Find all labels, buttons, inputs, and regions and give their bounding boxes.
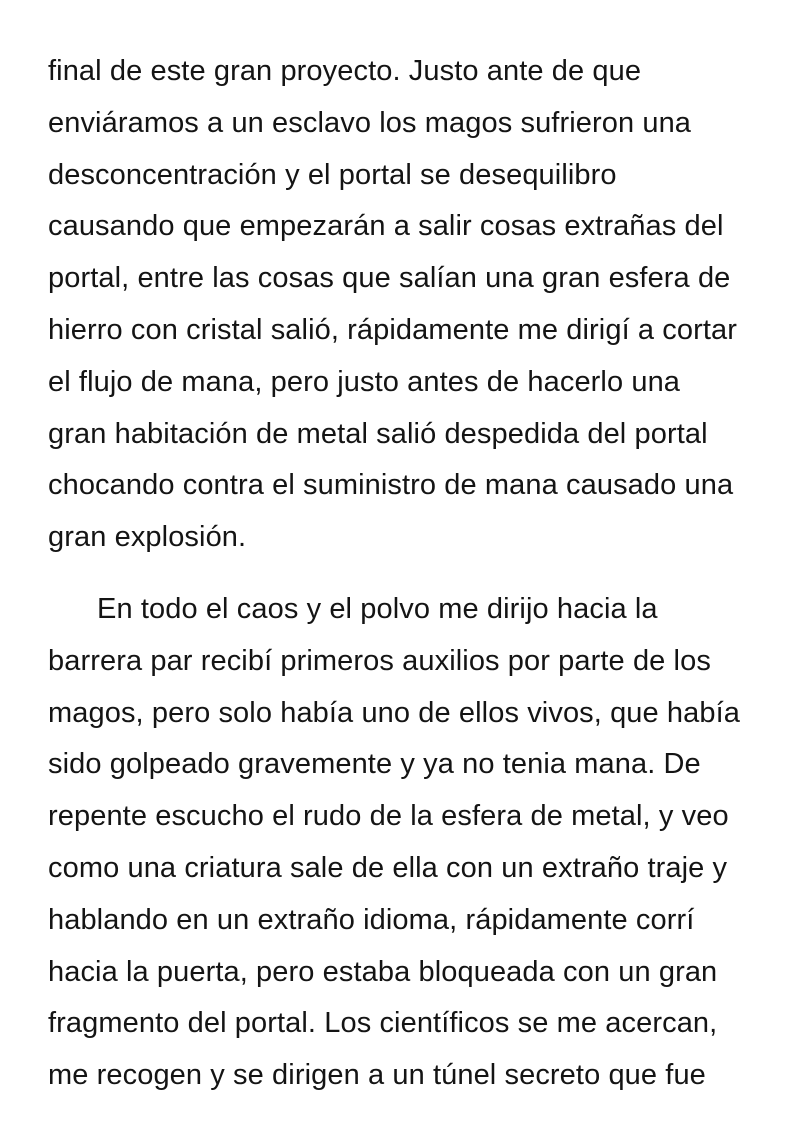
text-line: chocando contra el suministro de mana causado una (48, 469, 734, 502)
text-line: hablando en un extraño idioma, rápidamente corrí (48, 903, 695, 936)
text-line: me recogen y se dirigen a un túnel secreto que fue (48, 1059, 706, 1092)
text-line: sido golpeado gravemente y ya no tenia mana. De (48, 748, 701, 781)
paragraph-spacer (48, 564, 768, 584)
body-text (48, 46, 768, 1102)
text-line: magos, pero solo había uno de ellos vivos, que había (48, 696, 740, 729)
text-line: como una criatura sale de ella con un extraño traje y (48, 851, 728, 884)
text-line: hierro con cristal salió, rápidamente me dirigí a cortar (48, 313, 737, 346)
paragraph-2 (48, 584, 768, 1102)
text-line: En todo el caos y el polvo me dirijo hacia la (97, 592, 658, 625)
text-line: enviáramos a un esclavo los magos sufrieron una (48, 106, 692, 139)
text-line: desconcentración y el portal se desequilibro (48, 158, 617, 191)
text-line: gran habitación de metal salió despedida del portal (48, 417, 708, 450)
text-line: gran explosión. (48, 521, 247, 554)
text-line: el flujo de mana, pero justo antes de hacerlo una (48, 365, 681, 398)
text-line: hacia la puerta, pero estaba bloqueada con un gran (48, 955, 718, 988)
text-line: barrera par recibí primeros auxilios por parte de los (48, 644, 711, 677)
text-line: causando que empezarán a salir cosas extrañas del (48, 210, 724, 243)
text-line: final de este gran proyecto. Justo ante de que (48, 55, 642, 87)
text-line: fragmento del portal. Los científicos se me acercan, (48, 1007, 718, 1040)
text-line: portal, entre las cosas que salían una gran esfera de (48, 262, 731, 295)
text-line: repente escucho el rudo de la esfera de metal, y veo (48, 800, 729, 833)
paragraph-1 (48, 46, 768, 564)
